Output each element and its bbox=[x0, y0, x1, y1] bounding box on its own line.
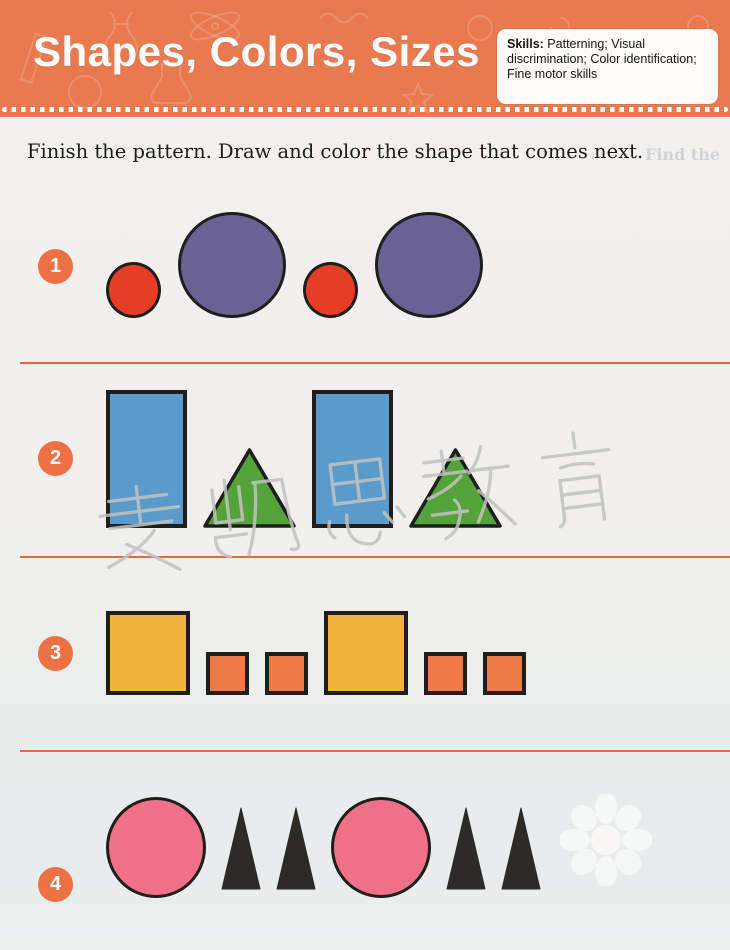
shape-ellipse-purple bbox=[178, 212, 286, 318]
shape-ellipse-red bbox=[303, 262, 358, 318]
shape-spike-black bbox=[221, 807, 261, 890]
header-band bbox=[0, 0, 730, 117]
row-number-badge: 4 bbox=[38, 867, 73, 902]
row-divider bbox=[20, 556, 730, 558]
shape-rect-orange bbox=[424, 652, 467, 695]
shape-spike-black bbox=[276, 807, 316, 890]
shape-triangle-green bbox=[202, 447, 297, 528]
bleedthrough-text: Find the bbox=[645, 145, 721, 164]
shape-rect-blue bbox=[106, 390, 187, 528]
pattern-row-3 bbox=[106, 611, 526, 695]
row-divider bbox=[20, 362, 730, 364]
shape-spike-black bbox=[446, 807, 486, 890]
shape-rect-orange bbox=[265, 652, 308, 695]
shape-ellipse-red bbox=[106, 262, 161, 318]
flower-doodle bbox=[560, 794, 652, 886]
row-divider bbox=[20, 750, 730, 752]
row-number-badge: 3 bbox=[38, 636, 73, 671]
shape-rect-orange bbox=[483, 652, 526, 695]
instruction-text: Finish the pattern. Draw and color the shape that comes next. bbox=[27, 140, 644, 163]
pattern-row-1 bbox=[106, 212, 483, 318]
page-title: Shapes, Colors, Sizes bbox=[33, 28, 480, 75]
skills-label: Skills: bbox=[507, 37, 544, 51]
shape-ellipse-purple bbox=[375, 212, 483, 318]
shape-rect-blue bbox=[312, 390, 393, 528]
shape-ellipse-pink bbox=[106, 797, 206, 898]
shape-triangle-green bbox=[408, 447, 503, 528]
pattern-row-4 bbox=[106, 797, 541, 898]
row-number-badge: 2 bbox=[38, 441, 73, 476]
watermark-glyph bbox=[520, 413, 638, 549]
shape-rect-yellow bbox=[106, 611, 190, 695]
pattern-row-2 bbox=[106, 390, 503, 528]
skills-box bbox=[497, 29, 718, 104]
shape-rect-yellow bbox=[324, 611, 408, 695]
shape-rect-orange bbox=[206, 652, 249, 695]
shape-ellipse-pink bbox=[331, 797, 431, 898]
dotted-divider bbox=[2, 107, 728, 112]
row-number-badge: 1 bbox=[38, 249, 73, 284]
shape-spike-black bbox=[501, 807, 541, 890]
skills-text: Skills: Patterning; Visual discrimination; Color identification; Fine motor skills bbox=[507, 37, 697, 81]
